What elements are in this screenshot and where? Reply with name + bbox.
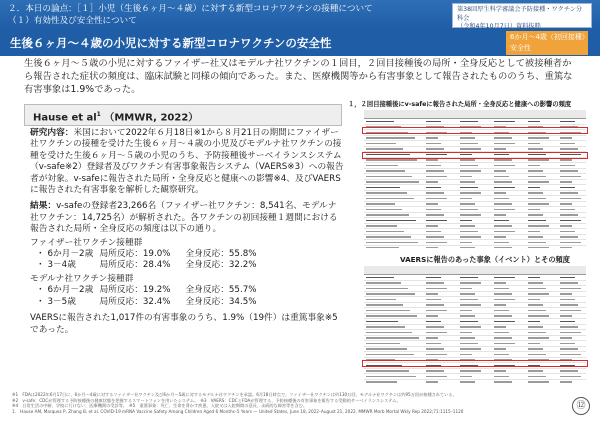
scan-table-cell (528, 231, 540, 233)
scan-table-cell (528, 310, 546, 312)
scan-table-cell (460, 376, 472, 378)
scan-table-cell (460, 198, 472, 200)
scan-table-cell (460, 176, 472, 178)
scan-table-cell (494, 277, 515, 279)
scan-table-cell (494, 332, 509, 334)
scan-table-row (364, 246, 586, 249)
header-line-1: ２．本日の論点：［１］小児（生後６ヶ月～４歳）に対する新型コロナワクチンの接種について (8, 4, 373, 14)
scan-table-header (364, 110, 586, 119)
scan-table-cell (426, 288, 447, 290)
scan-table-cell (560, 376, 581, 378)
scan-table-cell (460, 348, 481, 350)
scan-table-cell (528, 348, 543, 350)
scan-table-cell (528, 376, 546, 378)
scan-table-cell (366, 187, 400, 189)
scan-table-cell (426, 315, 438, 317)
scan-table-cell (494, 348, 506, 350)
moderna-row-age: 3－5歳 (47, 296, 76, 307)
scan-table-cell (426, 176, 447, 178)
scan-table-cell (426, 187, 441, 189)
scan-table-cell (460, 242, 472, 244)
scan-table-cell (426, 310, 447, 312)
scan-table-cell (460, 137, 475, 139)
scan-table-cell (426, 231, 441, 233)
scan-table-cell (426, 332, 447, 334)
scan-table-cell (560, 310, 581, 312)
scan-table-cell (494, 170, 506, 172)
scan-table-cell (366, 121, 394, 123)
scan-table-cell (426, 220, 447, 222)
moderna-row-local: 局所反応：32.4% (99, 296, 171, 307)
scan-table-cell (426, 370, 444, 372)
scan-table-cell (494, 214, 506, 216)
scan-table-cell (528, 220, 546, 222)
scan-table-cell (528, 288, 546, 290)
meeting-line-1: 第38回厚生科学審議会予防接種・ワクチン分科会 (457, 6, 583, 22)
scan-table-cell (366, 299, 396, 301)
scan-table-cell (560, 181, 572, 183)
page-title: 生後６ヶ月～４歳の小児に対する新型コロナワクチンの安全性 (8, 34, 454, 52)
footnote: ※2 v-safe：CDCが管理する予防接種後の健康状態を把握するスマートフォンを用いたシステム。 ※3 VAERS：CDCとFDAが管理する、予防接種後の有害事象を報告する受動的サーベイランスシステム。 (12, 397, 401, 403)
scan-table-cell (460, 225, 475, 227)
footnote: ※1 FDAは2022年6月17日に、6か月～4歳に対するファイザー社ワクチン及び6か月～5歳に対するモデルナ社ワクチンを承認。6月18日時点で、ファイザー社ワクチンは約130万回、モデルナ社ワクチンは約95万回が接種されている。 (12, 392, 457, 397)
scan-table-cell (460, 187, 478, 189)
scan-table-cell (366, 247, 399, 248)
scan-table-cell (460, 148, 481, 150)
scan-table-cell (460, 121, 478, 123)
scan-table-cell (560, 354, 581, 356)
scan-table-cell (366, 181, 419, 183)
scan-table-cell (560, 159, 572, 161)
scan-table-cell (460, 332, 472, 334)
scan-table-cell (560, 170, 578, 172)
scan-table-cell (460, 282, 481, 284)
scan-table-cell (426, 277, 441, 279)
scan-table-cell (528, 170, 543, 172)
scan-table-cell (528, 148, 543, 150)
scan-table-cell (426, 321, 441, 323)
scan-table-cell (366, 192, 407, 194)
table2-caption: VAERSに報告のあった事象（イベント）とその頻度 (400, 255, 570, 264)
scan-table-cell (560, 121, 575, 123)
scan-table-cell (460, 310, 472, 312)
scan-table-cell (366, 176, 412, 178)
scan-table-cell (460, 220, 472, 222)
scan-table-cell (528, 354, 546, 356)
header-agenda (8, 3, 448, 27)
moderna-row: ・ 3－5歳 局所反応：32.4% 全身反応：34.5% (36, 296, 257, 307)
scan-table-cell (426, 282, 444, 284)
scan-table-cell (426, 376, 447, 378)
scan-table-cell (528, 332, 546, 334)
scan-table-cell (494, 381, 512, 383)
moderna-row-systemic: 全身反応：34.5% (185, 296, 257, 307)
scan-table-cell (366, 326, 405, 328)
scan-table-cell (560, 242, 581, 244)
scan-table-cell (460, 170, 481, 172)
scan-table-cell (366, 209, 402, 211)
scan-table-cell (528, 242, 546, 244)
meeting-source-box (452, 3, 592, 28)
scan-table-cell (366, 315, 417, 317)
scan-table-cell (560, 187, 575, 189)
scan-table-cell (366, 288, 408, 290)
scan-table-cell (460, 326, 481, 328)
scan-table-cell (460, 315, 475, 317)
scan-table-cell (426, 381, 438, 383)
scan-table-cell (528, 293, 549, 295)
scan-table-cell (426, 192, 444, 194)
scan-table-cell (560, 343, 575, 345)
scan-table-cell (426, 121, 441, 123)
scan-table-cell (560, 381, 572, 383)
scan-table-cell (366, 343, 400, 345)
scan-table-cell (426, 159, 438, 161)
scan-table-cell (528, 203, 549, 205)
scan-table-cell (460, 143, 478, 145)
scan-table-cell (366, 148, 403, 150)
scan-table-cell (494, 310, 509, 312)
scan-table-cell (494, 282, 506, 284)
scan-table-cell (528, 159, 549, 161)
scan-table-cell (426, 143, 441, 145)
scan-table-cell (494, 315, 512, 317)
scan-table-cell (494, 326, 506, 328)
scan-table-cell (426, 236, 444, 238)
scan-table-cell (560, 337, 572, 339)
scan-table-cell (494, 242, 509, 244)
scan-table-cell (560, 225, 572, 227)
study-author: Hause et al (33, 112, 97, 124)
scan-table-cell (494, 225, 512, 227)
scan-table-cell (426, 170, 444, 172)
scan-table-cell (460, 231, 478, 233)
scan-table-cell (366, 293, 415, 295)
scan-table-cell (560, 299, 575, 301)
scan-table-cell (366, 159, 417, 161)
scan-table-cell (494, 137, 512, 139)
scan-table-cell (366, 225, 397, 227)
scan-table-cell (528, 299, 540, 301)
scan-table-cell (528, 198, 546, 200)
systemic-reactions-highlight (362, 152, 588, 159)
scan-table-cell (560, 277, 575, 279)
scan-table-cell (494, 143, 515, 145)
scan-table-cell (426, 293, 438, 295)
scan-table-cell (366, 203, 395, 205)
moderna-row-local: 局所反応：19.2% (99, 285, 171, 296)
scan-table-cell (426, 354, 447, 356)
pfizer-row: ・ 6か月－2歳 局所反応：19.0% 全身反応：55.8% (36, 249, 257, 260)
result-text: v-safeの登録者23,266名（ファイザー社ワクチン：8,541名、モデルナ社ワクチン：14,725名）が解析された。各ワクチンの初回接種１週間における報告された局所・全身反応の頻度は以下の通り。 (30, 201, 338, 235)
scan-table-cell (460, 165, 478, 167)
footnote: ※4 日常生活の中断、学校に行けない、医療機関の受診等。 ※5 重篤事象：死亡、生命を脅かす疾患、入院又は入院期間の延長、永続的な障害等を含む。 (12, 403, 308, 409)
scan-table-cell (560, 293, 572, 295)
pfizer-row-age: 3－4歳 (47, 260, 76, 271)
scan-table-cell (460, 321, 478, 323)
footnotes (12, 392, 572, 414)
pfizer-group-label: ファイザー社ワクチン接種群 (30, 237, 143, 248)
scan-table-cell (426, 337, 438, 339)
scan-table-cell (366, 304, 403, 306)
scan-table-cell (560, 198, 581, 200)
moderna-row: ・ 6か月－2歳 局所反応：19.2% 全身反応：55.7% (36, 285, 257, 296)
scan-table-cell (426, 348, 444, 350)
scan-table-cell (494, 321, 515, 323)
scan-table-cell (460, 181, 475, 183)
method-paragraph (30, 128, 344, 196)
scan-table-cell (460, 203, 475, 205)
scan-table-cell (366, 321, 398, 323)
scan-table-cell (366, 236, 411, 238)
scan-table-cell (366, 137, 415, 139)
scan-table-cell (560, 143, 575, 145)
scan-table-cell (366, 242, 418, 244)
scan-table-cell (460, 304, 481, 306)
scan-table-cell (366, 348, 407, 350)
scan-table-cell (494, 247, 512, 248)
pfizer-row-age: 6か月－2歳 (47, 249, 94, 260)
scan-table-cell (426, 247, 438, 248)
page-number: ⑫ (572, 397, 590, 415)
method-text: 米国において2022年６月18日※1から８月21日の期間にファイザー社ワクチンの接種を受けた生後６ヶ月～４歳の小児及びモデルナ社ワクチンの接種を受けた生後６ヶ月～５歳の小児のうち、予防接種後サーベイランスシステム（v-safe※2）登録者及びワクチン有害事象報告システム（VAERS※3）への報告者が対象。v-safeに報告された局所・全身反応と健康への影響※4、及びVAERSに報告された有害事象を解析した観察研究。 (30, 128, 344, 196)
scan-table-cell (528, 337, 549, 339)
scan-table-cell (494, 293, 512, 295)
scan-table-cell (528, 181, 549, 183)
summary-text: 生後６ヶ月～５歳の小児に対するファイザー社又はモデルナ社ワクチンの１回目，２回目接種後の局所・全身反応として被接種者から報告された症状の頻度は、臨床試験と同様の傾向であった。また、医療機関等から有害事象として報告されたもののうち、重篤な有害事象は1.9%であった。 (24, 58, 573, 96)
scan-table-cell (366, 337, 419, 339)
scan-table-cell (494, 236, 506, 238)
scan-table-cell (460, 236, 481, 238)
scan-table-cell (366, 170, 405, 172)
scan-table-cell (528, 176, 546, 178)
scan-table-cell (426, 209, 441, 211)
scan-table-cell (426, 214, 444, 216)
scan-table-cell (494, 209, 515, 211)
meeting-line-2: （令和4年10月7日）資料抜粋 (457, 23, 541, 30)
result-label: 結果： (30, 201, 57, 212)
scan-table-cell (528, 225, 549, 227)
scan-table-cell (494, 376, 509, 378)
header-line-2: （１）有効性及び安全性について (8, 16, 137, 26)
scan-table-cell (426, 225, 438, 227)
scan-table-cell (560, 304, 578, 306)
scan-table-cell (494, 343, 515, 345)
scan-table-cell (426, 181, 438, 183)
scan-table-cell (528, 187, 540, 189)
scan-table-cell (560, 370, 578, 372)
scan-table-cell (560, 137, 572, 139)
scan-table-cell (528, 192, 543, 194)
scan-table-cell (460, 288, 472, 290)
scan-table-cell (460, 299, 478, 301)
scan-table-cell (560, 288, 581, 290)
category-tag-line-2: 安全性 (510, 44, 531, 52)
scan-table-cell (426, 148, 444, 150)
scan-table-cell (528, 214, 543, 216)
scan-table-cell (528, 282, 543, 284)
scan-table-cell (426, 299, 441, 301)
scan-table-cell (494, 165, 515, 167)
scan-table-cell (560, 214, 578, 216)
scan-table-cell (366, 220, 416, 222)
study-ref-number: 1 (96, 111, 101, 118)
scan-table-cell (560, 332, 581, 334)
pfizer-row-local: 局所反応：19.0% (99, 249, 171, 260)
result-paragraph (30, 201, 344, 235)
scan-table-cell (494, 370, 506, 372)
serious-events-highlight (362, 360, 588, 367)
scan-table-cell (494, 203, 512, 205)
scan-table-cell (494, 354, 509, 356)
scan-table-cell (460, 159, 475, 161)
scan-table-cell (460, 337, 475, 339)
scan-table-cell (560, 326, 578, 328)
scan-table-cell (460, 370, 481, 372)
scan-table-cell (366, 198, 414, 200)
pfizer-row-systemic: 全身反応：55.8% (185, 249, 257, 260)
scan-table-cell (366, 381, 397, 383)
scan-table-cell (528, 236, 543, 238)
scan-table-cell (426, 203, 438, 205)
scan-table-cell (560, 148, 578, 150)
scan-table-cell (560, 282, 578, 284)
scan-table-cell (366, 332, 412, 334)
scan-table-cell (494, 192, 506, 194)
scan-table-cell (366, 310, 410, 312)
scan-table-cell (494, 337, 512, 339)
pfizer-row-systemic: 全身反応：32.2% (185, 260, 257, 271)
scan-table-cell (560, 236, 578, 238)
scan-table-cell (426, 198, 447, 200)
scan-table-cell (560, 220, 581, 222)
scan-table-cell (528, 381, 549, 383)
method-label: 研究内容： (30, 128, 74, 138)
category-tag-line-1: 6か月～4歳（初回接種） (510, 33, 589, 41)
scan-table-cell (494, 198, 509, 200)
scan-table-cell (560, 315, 572, 317)
scan-table-cell (366, 354, 414, 356)
pfizer-row: ・ 3－4歳 局所反応：28.4% 全身反応：32.2% (36, 260, 257, 271)
scan-table-cell (528, 209, 540, 211)
scan-table-cell (560, 192, 578, 194)
moderna-group-label: モデルナ社ワクチン接種群 (30, 273, 134, 284)
scan-table-cell (560, 348, 578, 350)
study-source: （MMWR, 2022） (104, 112, 199, 124)
scan-table-cell (366, 277, 394, 279)
scan-table-cell (560, 209, 575, 211)
scan-table-cell (366, 214, 409, 216)
local-reactions-highlight (362, 127, 588, 134)
scan-table-cell (460, 293, 475, 295)
scan-table-cell (528, 137, 549, 139)
scan-table-cell (366, 143, 396, 145)
scan-table-cell (528, 315, 549, 317)
scan-table-cell (460, 209, 478, 211)
scan-table-cell (460, 192, 481, 194)
scan-table-cell (494, 220, 509, 222)
scan-table-cell (426, 242, 447, 244)
vaers-summary: VAERSに報告された1,017件の有害事象のうち、1.9%（19件）は重篤事象※5であった。 (30, 313, 338, 335)
scan-table-cell (494, 176, 509, 178)
scan-table-cell (494, 148, 506, 150)
scan-table-cell (494, 159, 512, 161)
scan-table-cell (494, 299, 515, 301)
scan-table-cell (460, 343, 478, 345)
scan-table-cell (528, 277, 540, 279)
scan-table-cell (528, 326, 543, 328)
scan-table-cell (494, 187, 515, 189)
scan-table-cell (494, 288, 509, 290)
scan-table-cell (528, 343, 540, 345)
scan-table-cell (528, 321, 540, 323)
scan-table-cell (426, 165, 441, 167)
study-body (30, 128, 344, 336)
moderna-row-age: 6か月－2歳 (47, 285, 94, 296)
scan-table-cell (560, 165, 575, 167)
scan-table-header (364, 266, 586, 275)
scan-table-cell (560, 203, 572, 205)
category-tag (506, 31, 588, 55)
scan-table-cell (460, 214, 481, 216)
scan-table-cell (560, 176, 581, 178)
pfizer-row-local: 局所反応：28.4% (99, 260, 171, 271)
scan-table-cell (494, 304, 506, 306)
scan-table-cell (366, 231, 404, 233)
scan-table-cell (366, 165, 398, 167)
scan-table-cell (494, 181, 512, 183)
scan-table-row (364, 380, 586, 385)
scan-table-cell (426, 326, 444, 328)
scan-table-cell (460, 277, 478, 279)
scan-table-cell (426, 304, 444, 306)
table1-caption: １，２回目接種後にv-safeに報告された局所・全身反応と健康への影響の頻度 (348, 101, 572, 108)
scan-table-cell (366, 370, 409, 372)
scan-table-cell (528, 165, 540, 167)
scan-table-cell (528, 370, 543, 372)
scan-table-cell (460, 381, 475, 383)
scan-table-cell (366, 376, 416, 378)
scan-table-cell (426, 137, 438, 139)
scan-table-cell (560, 321, 575, 323)
scan-table-cell (494, 121, 515, 123)
scan-table-cell (528, 121, 540, 123)
scan-table-cell (560, 231, 575, 233)
scan-table-cell (426, 343, 441, 345)
scan-table-cell (494, 231, 515, 233)
footnote: 1. Hause AM, Marquez P, Zhang B, et al. COVID-19 mRNA Vaccine Safety Among Children Aged 6 Months–5 Years — United States, June 18, 2022–August 21, 2022. MMWR Morb Mortal Wkly Rep 2022;71:1115–1120 (12, 408, 464, 414)
scan-table-cell (528, 304, 543, 306)
study-citation-box (24, 104, 342, 126)
scan-table-cell (366, 282, 401, 284)
scan-table-cell (560, 247, 572, 248)
scan-table-cell (528, 247, 549, 248)
moderna-row-systemic: 全身反応：55.7% (185, 285, 257, 296)
scan-table-cell (460, 354, 472, 356)
scan-table-cell (460, 247, 475, 248)
scan-table-cell (528, 143, 540, 145)
